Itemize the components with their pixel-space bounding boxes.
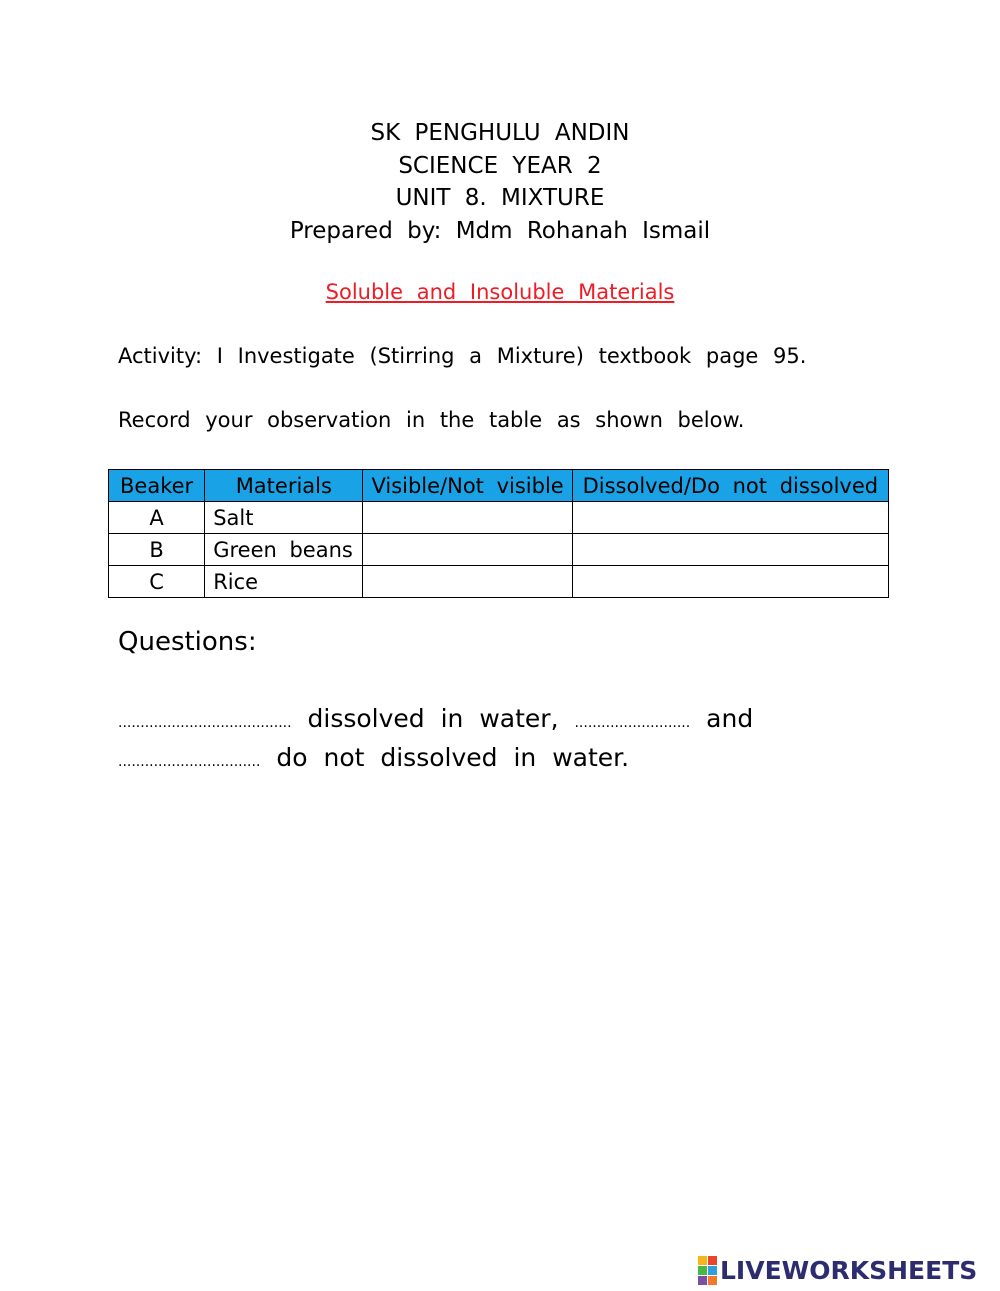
visible-answer-cell[interactable] — [363, 502, 572, 534]
prepared-by: Prepared by: Mdm Rohanah Ismail — [289, 217, 711, 244]
header-visible: Visible/Not visible — [363, 470, 572, 502]
unit-title: UNIT 8. MIXTURE — [395, 185, 605, 211]
table-header-row — [109, 470, 889, 502]
answer-blank-3[interactable]: ................................ — [118, 754, 261, 770]
subject-title: SCIENCE YEAR 2 — [398, 152, 602, 179]
material-cell: Green beans — [205, 534, 363, 566]
liveworksheets-logo — [698, 1255, 977, 1285]
question-text: dissolved in water, — [307, 704, 559, 733]
school-name: SK PENGHULU ANDIN — [370, 120, 630, 146]
logo-text: LIVEWORKSHEETS — [720, 1255, 978, 1285]
material-cell: Salt — [205, 502, 363, 534]
answer-blank-2[interactable]: .......................... — [574, 715, 691, 731]
beaker-cell: B — [109, 534, 205, 566]
topic-subtitle: Soluble and Insoluble Materials — [325, 280, 675, 304]
logo-block — [708, 1266, 717, 1275]
instruction-text: Record your observation in the table as shown below. — [118, 408, 745, 432]
worksheet-header — [0, 117, 1000, 247]
material-cell: Rice — [205, 566, 363, 598]
dissolved-answer-cell[interactable] — [572, 502, 888, 534]
header-beaker: Beaker — [109, 470, 205, 502]
logo-blocks-icon — [698, 1256, 717, 1285]
table-row — [109, 502, 889, 534]
header-materials: Materials — [205, 470, 363, 502]
questions-heading: Questions: — [118, 627, 257, 657]
dissolved-answer-cell[interactable] — [572, 534, 888, 566]
visible-answer-cell[interactable] — [363, 534, 572, 566]
table-row — [109, 534, 889, 566]
question-line-1 — [118, 704, 753, 733]
beaker-cell: C — [109, 566, 205, 598]
observation-table — [108, 469, 889, 598]
answer-blank-1[interactable]: ....................................... — [118, 715, 292, 731]
logo-block — [708, 1276, 717, 1285]
logo-block — [698, 1256, 707, 1265]
dissolved-answer-cell[interactable] — [572, 566, 888, 598]
logo-block — [698, 1276, 707, 1285]
table-row — [109, 566, 889, 598]
activity-text: Activity: I Investigate (Stirring a Mixture) textbook page 95. — [118, 344, 807, 368]
visible-answer-cell[interactable] — [363, 566, 572, 598]
beaker-cell: A — [109, 502, 205, 534]
question-text: and — [706, 704, 754, 733]
question-line-2 — [118, 743, 629, 772]
header-dissolved: Dissolved/Do not dissolved — [572, 470, 888, 502]
logo-block — [708, 1256, 717, 1265]
question-text: do not dissolved in water. — [276, 743, 630, 772]
logo-block — [698, 1266, 707, 1275]
